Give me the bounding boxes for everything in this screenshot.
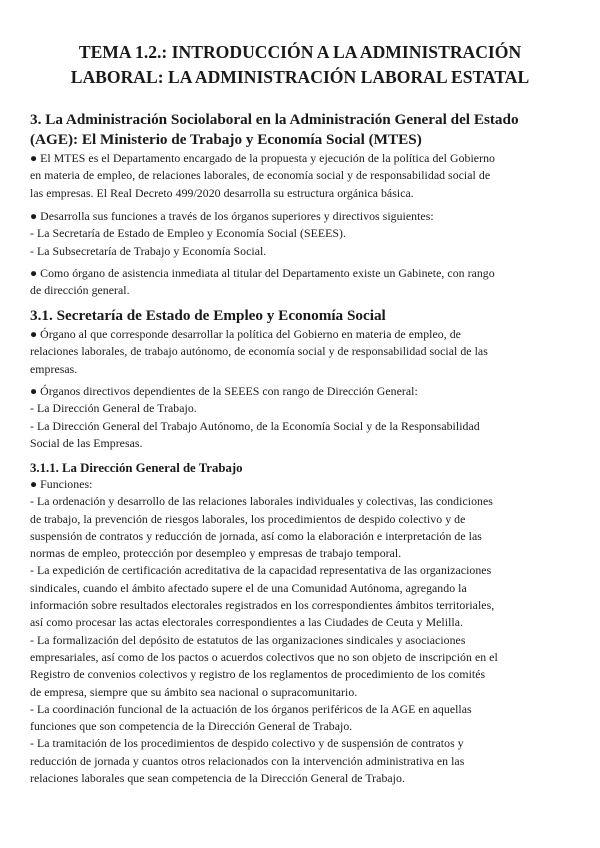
section-3-1-1-body: ● Funciones: - La ordenación y desarrollo de las relaciones laborales individuales y colectivas, las condiciones de trabajo, la prevención de riesgos laborales, los procedimientos de despido colectivo y de suspensión de contratos y reducción de jornada, así como la elaboración e interpretación de las normas de empleo, protección por desempleo y empresas de trabajo temporal. - La expedición de certificación acreditativa de la capacidad representativa de las organizaciones sindicales, cuando el ámbito afectado supere el de una Comunidad Autónoma, agregando la información sobre resultados electorales registrados en los correspondientes ámbitos territoriales, así como procesar las actas electorales correspondientes a las Ciudades de Ceuta y Melilla. - La formalización del depósito de estatutos de las organizaciones sindicales y asociaciones empresariales, así como de los pactos o acuerdos colectivos que no son objeto de inscripción en el Registro de convenios colectivos y registro de los reglamentos de procedimiento de los comités de empresa, siempre que su ámbito sea nacional o supracomunitario. - La coordinación funcional de la actuación de los órganos periféricos de la AGE en aquellas funciones que son competencia de la Dirección General de Trabajo. - La tramitación de los procedimientos de despido colectivo y de suspensión de contratos y reducción de jornada y cuantos otros relacionados con la intervención administrativa en las relaciones laborales que sean competencia de la Dirección General de Trabajo. [30, 477, 498, 786]
section-3-paragraph-1: ● El MTES es el Departamento encargado de la propuesta y ejecución de la política del Gobierno en materia de empleo, de relaciones laborales, de economía social y de responsabilidad social de las empresas. El Real Decreto 499/2020 desarrolla su estructura orgánica básica. [30, 151, 495, 200]
section-3-paragraph-3: ● Como órgano de asistencia inmediata al titular del Departamento existe un Gabinete, con rango de dirección general. [30, 266, 495, 298]
section-3-paragraph-2: ● Desarrolla sus funciones a través de los órganos superiores y directivos siguientes: - La Secretaría de Estado de Empleo y Economía Social (SEEES). - La Subsecretaría de Trabajo y Economía Social. [30, 209, 434, 258]
section-3-1-heading: 3.1. Secretaría de Estado de Empleo y Economía Social [30, 307, 386, 324]
section-3-1-paragraph-2: ● Órganos directivos dependientes de la SEEES con rango de Dirección General: - La Dirección General de Trabajo. - La Dirección General del Trabajo Autónomo, de la Economía Social y de la Responsabilidad Social de las Empresas. [30, 384, 480, 450]
page-title: TEMA 1.2.: INTRODUCCIÓN A LA ADMINISTRACIÓN LABORAL: LA ADMINISTRACIÓN LABORAL ESTATAL [70, 42, 530, 87]
section-3-1-1-heading: 3.1.1. La Dirección General de Trabajo [30, 461, 243, 475]
section-3-1-paragraph-1: ● Órgano al que corresponde desarrollar la política del Gobierno en materia de empleo, de relaciones laborales, de trabajo autónomo, de economía social y de responsabilidad social de las empresas. [30, 327, 488, 376]
section-3-heading: 3. La Administración Sociolaboral en la Administración General del Estado (AGE): El Ministerio de Trabajo y Economía Social (MTES) [30, 111, 519, 148]
